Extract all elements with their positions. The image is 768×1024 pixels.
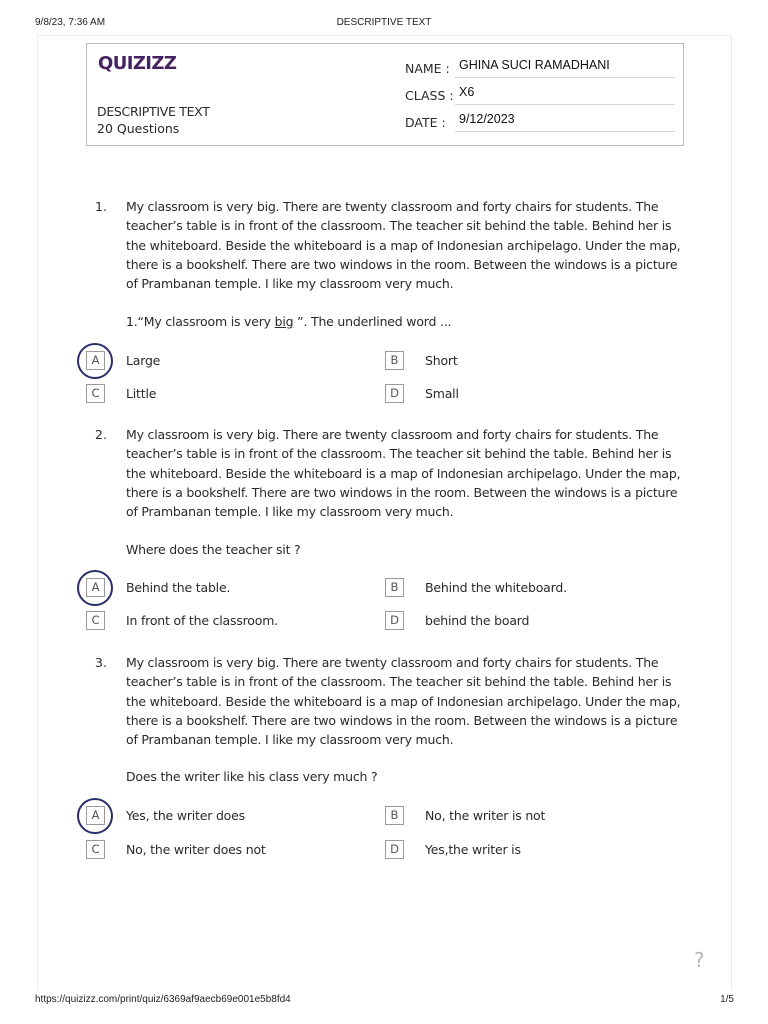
question-number: 1. xyxy=(95,199,107,214)
prompt-after: ”. The underlined word ... xyxy=(293,314,452,329)
option-text: No, the writer is not xyxy=(425,808,546,823)
quiz-title: DESCRIPTIVE TEXT xyxy=(97,104,210,119)
option-text: Yes,the writer is xyxy=(425,842,521,857)
prompt-before: 1.“My classroom is very xyxy=(126,314,275,329)
option-letter-box: D xyxy=(385,611,404,630)
quizizz-logo xyxy=(98,52,178,79)
question-number: 3. xyxy=(95,655,107,670)
option-letter-box: B xyxy=(385,806,404,825)
option-letter-box: A xyxy=(86,351,105,370)
option-letter-box: D xyxy=(385,384,404,403)
class-label: CLASS : xyxy=(405,88,454,103)
print-title: DESCRIPTIVE TEXT xyxy=(336,17,432,28)
svg-text:QUIZIZZ: QUIZIZZ xyxy=(98,53,177,74)
print-header xyxy=(0,17,768,31)
option-text: Large xyxy=(126,353,161,368)
question-prompt: Does the writer like his class very much ? xyxy=(126,769,378,784)
option-text: In front of the classroom. xyxy=(126,613,278,628)
option-text: Little xyxy=(126,386,157,401)
option-text: No, the writer does not xyxy=(126,842,266,857)
quizizz-logo-mark xyxy=(98,52,178,74)
option-text: Short xyxy=(425,353,458,368)
prompt-underlined-word: big xyxy=(274,314,294,329)
question-number: 2. xyxy=(95,427,107,442)
date-label: DATE : xyxy=(405,115,446,130)
option-letter-box: A xyxy=(86,578,105,597)
class-field xyxy=(405,83,675,105)
option-text: Yes, the writer does xyxy=(126,808,245,823)
question-passage: My classroom is very big. There are twenty classroom and forty chairs for students. The teacher’s table is in front of the classroom. The teacher sit behind the table. Behind her is the whiteboard. Beside the whiteboard is a map of Indonesian archipelago. Under the map, there is a bookshelf. There are two windows in the room. Between the windows is a picture of Prambanan temple. I like my classroom very much. xyxy=(126,655,681,748)
option-letter-box: D xyxy=(385,840,404,859)
help-question-icon[interactable]: ? xyxy=(694,948,705,972)
option-letter-box: A xyxy=(86,806,105,825)
name-value: GHINA SUCI RAMADHANI xyxy=(455,58,675,78)
option-text: Behind the table. xyxy=(126,580,231,595)
option-text: Behind the whiteboard. xyxy=(425,580,567,595)
class-value: X6 xyxy=(455,85,675,105)
date-field xyxy=(405,110,675,132)
question-prompt xyxy=(126,312,451,331)
option-text: Small xyxy=(425,386,459,401)
option-letter-box: C xyxy=(86,840,105,859)
print-footer xyxy=(0,994,768,1008)
print-url: https://quizizz.com/print/quiz/6369af9aecb69e001e5b8fd4 xyxy=(35,994,291,1005)
option-letter-box: B xyxy=(385,351,404,370)
question-passage: My classroom is very big. There are twenty classroom and forty chairs for students. The teacher’s table is in front of the classroom. The teacher sit behind the table. Behind her is the whiteboard. Beside the whiteboard is a map of Indonesian archipelago. Under the map, there is a bookshelf. There are two windows in the room. Between the windows is a picture of Prambanan temple. I like my classroom very much. xyxy=(126,427,681,520)
option-letter-box: C xyxy=(86,611,105,630)
date-value: 9/12/2023 xyxy=(455,112,675,132)
option-letter-box: C xyxy=(86,384,105,403)
quiz-info-box xyxy=(86,43,684,146)
print-timestamp: 9/8/23, 7:36 AM xyxy=(35,17,106,28)
page-number: 1/5 xyxy=(720,994,734,1005)
option-text: behind the board xyxy=(425,613,530,628)
quiz-question-count: 20 Questions xyxy=(97,121,180,136)
option-letter-box: B xyxy=(385,578,404,597)
question-prompt: Where does the teacher sit ? xyxy=(126,542,301,557)
question-passage: My classroom is very big. There are twenty classroom and forty chairs for students. The teacher’s table is in front of the classroom. The teacher sit behind the table. Behind her is the whiteboard. Beside the whiteboard is a map of Indonesian archipelago. Under the map, there is a bookshelf. There are two windows in the room. Between the windows is a picture of Prambanan temple. I like my classroom very much. xyxy=(126,199,681,292)
name-field xyxy=(405,56,675,78)
name-label: NAME : xyxy=(405,61,450,76)
